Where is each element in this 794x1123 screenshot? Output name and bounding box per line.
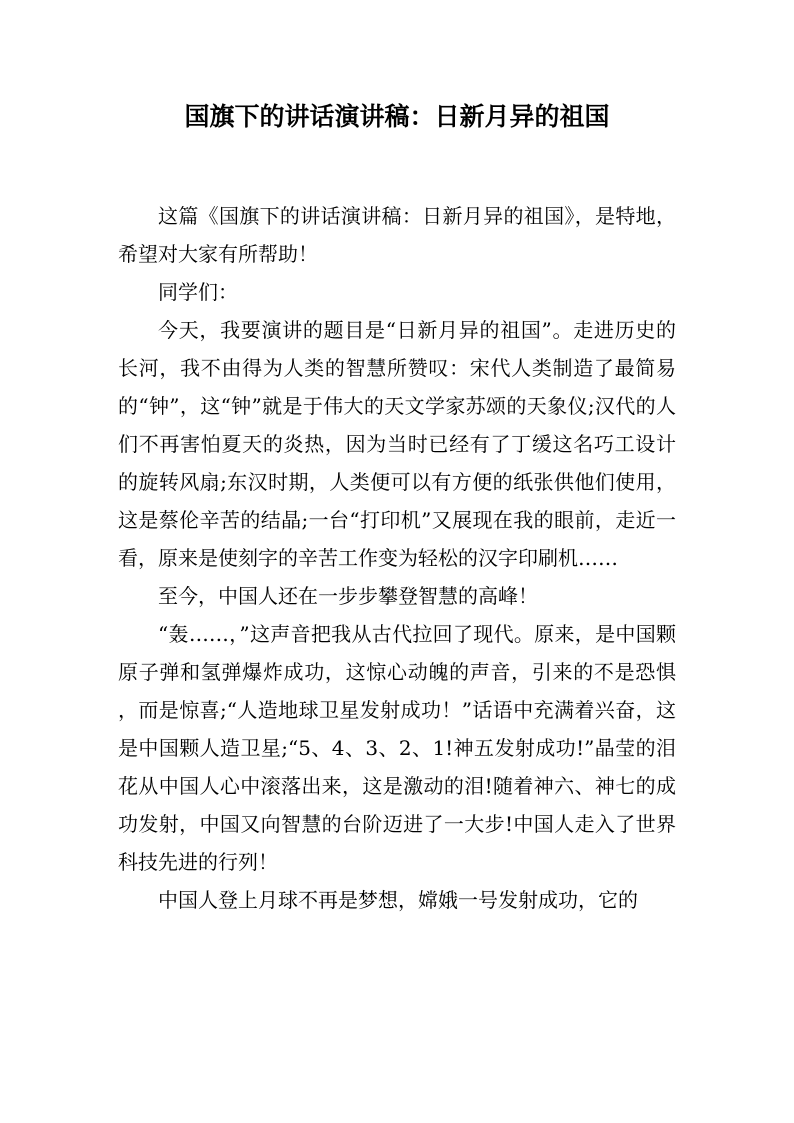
paragraph-intro: 这篇《国旗下的讲话演讲稿：日新月异的祖国》，是特地，希望对大家有所帮助！: [118, 204, 676, 266]
paragraph-moon: 中国人登上月球不再是梦想，嫦娥一号发射成功，它的: [158, 888, 638, 912]
document-body: [118, 197, 676, 919]
paragraph-greeting: 同学们：: [158, 280, 238, 304]
paragraph-history: 今天，我要演讲的题目是“日新月异的祖国”。走进历史的长河，我不由得为人类的智慧所赞叹：宋代人类制造了最简易的“钟”，这“钟”就是于伟大的天文学家苏颂的天象仪;汉代的人们不再害怕夏天的炎热，因为当时已经有了丁缓这名巧工设计的旋转风扇;东汉时期，人类便可以有方便的纸张供他们使用，这是蔡伦辛苦的结晶;一台“打印机”又展现在我的眼前，走近一看，原来是使刻字的辛苦工作变为轻松的汉字印刷机……: [118, 318, 676, 570]
paragraph-modern: “轰……，”这声音把我从古代拉回了现代。原来，是中国颗原子弹和氢弹爆炸成功，这惊心动魄的声音，引来的不是恐惧，而是惊喜;“人造地球卫星发射成功！”话语中充满着兴奋，这是中国颗人造卫星;“5、4、3、2、1!神五发射成功!”晶莹的泪花从中国人心中滚落出来，这是激动的泪!随着神六、神七的成功发射，中国又向智慧的台阶迈进了一大步!中国人走入了世界科技先进的行列！: [118, 622, 676, 874]
paragraph-wisdom-peak: 至今，中国人还在一步步攀登智慧的高峰！: [158, 584, 538, 608]
document-title: 国旗下的讲话演讲稿：日新月异的祖国: [184, 102, 610, 131]
